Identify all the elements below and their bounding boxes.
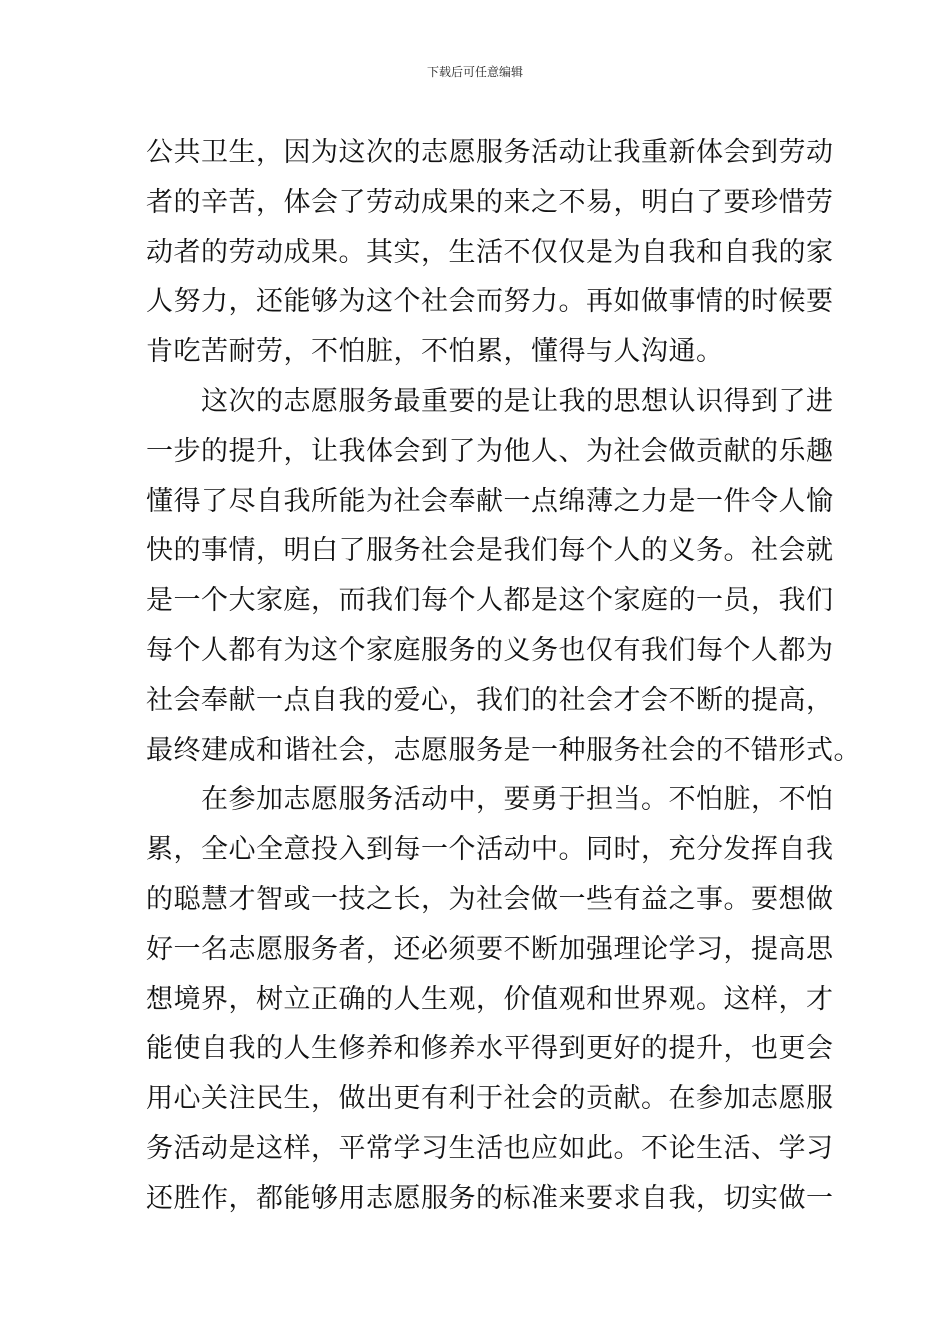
text-line: 的聪慧才智或一技之长，为社会做一些有益之事。要想做 bbox=[146, 883, 834, 915]
text-line: 是一个大家庭，而我们每个人都是这个家庭的一员，我们 bbox=[146, 585, 834, 617]
text-line: 最终建成和谐社会，志愿服务是一种服务社会的不错形式。 bbox=[146, 734, 861, 766]
text-line: 这次的志愿服务最重要的是让我的思想认识得到了进 bbox=[201, 385, 834, 417]
text-line: 动者的劳动成果。其实，生活不仅仅是为自我和自我的家 bbox=[146, 236, 834, 268]
text-line: 累，全心全意投入到每一个活动中。同时，充分发挥自我 bbox=[146, 834, 834, 866]
text-line: 社会奉献一点自我的爱心，我们的社会才会不断的提高， bbox=[146, 684, 834, 716]
text-line: 肯吃苦耐劳，不怕脏，不怕累，懂得与人沟通。 bbox=[146, 336, 724, 368]
text-line: 务活动是这样，平常学习生活也应如此。不论生活、学习 bbox=[146, 1132, 834, 1164]
text-line: 用心关注民生，做出更有利于社会的贡献。在参加志愿服 bbox=[146, 1083, 834, 1115]
text-line: 在参加志愿服务活动中，要勇于担当。不怕脏，不怕 bbox=[201, 784, 834, 816]
text-line: 好一名志愿服务者，还必须要不断加强理论学习，提高思 bbox=[146, 933, 834, 965]
text-line: 者的辛苦，体会了劳动成果的来之不易，明白了要珍惜劳 bbox=[146, 186, 834, 218]
text-line: 公共卫生，因为这次的志愿服务活动让我重新体会到劳动 bbox=[146, 137, 834, 168]
text-line: 每个人都有为这个家庭服务的义务也仅有我们每个人都为 bbox=[146, 634, 834, 666]
page-header: 下载后可任意编辑 bbox=[426, 65, 523, 79]
text-line: 快的事情，明白了服务社会是我们每个人的义务。社会就 bbox=[146, 535, 834, 567]
paragraph-2 bbox=[146, 377, 861, 775]
text-line: 人努力，还能够为这个社会而努力。再如做事情的时候要 bbox=[146, 286, 834, 318]
paragraph-1 bbox=[146, 128, 834, 377]
text-line: 还胜作，都能够用志愿服务的标准来要求自我，切实做一 bbox=[146, 1182, 834, 1214]
text-line: 想境界，树立正确的人生观，价值观和世界观。这样，才 bbox=[146, 983, 834, 1015]
text-line: 懂得了尽自我所能为社会奉献一点绵薄之力是一件令人愉 bbox=[146, 485, 834, 517]
document-body bbox=[146, 128, 861, 1224]
text-line: 能使自我的人生修养和修养水平得到更好的提升，也更会 bbox=[146, 1033, 834, 1065]
text-line: 一步的提升，让我体会到了为他人、为社会做贡献的乐趣 bbox=[146, 435, 834, 467]
paragraph-3 bbox=[146, 775, 834, 1223]
